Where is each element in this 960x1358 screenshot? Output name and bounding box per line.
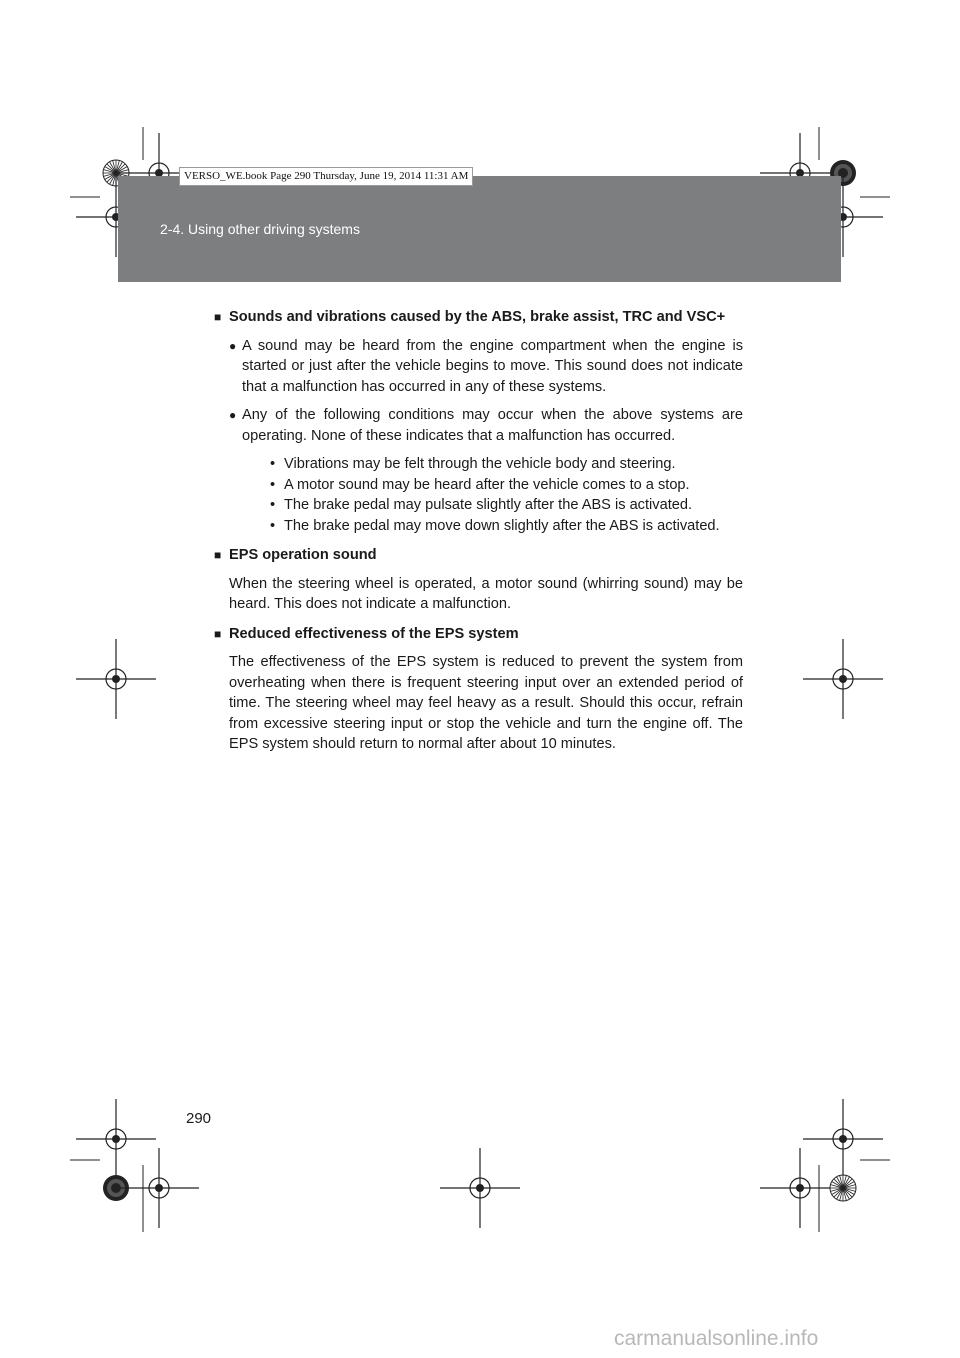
section-heading: ■ Reduced effectiveness of the EPS system xyxy=(214,624,743,645)
square-bullet-icon: ■ xyxy=(214,548,222,562)
crosshair-icon xyxy=(76,639,156,719)
section-eps-effectiveness xyxy=(214,624,743,755)
sub-list-item: • Vibrations may be felt through the vehicle body and steering. xyxy=(270,456,676,472)
list-item: ● A sound may be heard from the engine compartment when the engine is started or just after the vehicle begins to move. This sound does not indicate that a malfunction has occurred in any of these systems. xyxy=(229,336,743,398)
section-heading: ■ Sounds and vibrations caused by the ABS, brake assist, TRC and VSC+ xyxy=(214,307,743,328)
sub-list-item: • The brake pedal may pulsate slightly after the ABS is activated. xyxy=(270,497,693,513)
starburst-icon xyxy=(830,1175,856,1201)
crosshair-icon xyxy=(803,639,883,719)
crosshair-icon xyxy=(760,1148,840,1228)
watermark: carmanualsonline.info xyxy=(614,1327,819,1350)
page-content xyxy=(214,307,743,764)
crosshair-icon xyxy=(440,1148,520,1228)
sub-list-item: • A motor sound may be heard after the vehicle comes to a stop. xyxy=(270,476,690,493)
section-abs-sounds xyxy=(214,307,743,536)
section-heading: ■ EPS operation sound xyxy=(214,545,743,566)
page-number: 290 xyxy=(186,1110,212,1127)
crosshair-icon xyxy=(803,1099,883,1179)
section-eps-sound xyxy=(214,545,743,615)
sub-list xyxy=(270,454,743,536)
paragraph: The effectiveness of the EPS system is reduced to prevent the system from overheating when there is frequent steering input over an extended period of time. The steering wheel may feel heavy as a result. Should this occur, refrain from excessive steering input or stop the vehicle and turn the engine off. The EPS system should return to normal after about 10 minutes. xyxy=(229,654,743,752)
sub-list-item: • The brake pedal may move down slightly after the ABS is activated. xyxy=(270,517,720,534)
circle-bullet-icon: ● xyxy=(229,408,237,422)
print-book-info: VERSO_WE.book Page 290 Thursday, June 19, 2014 11:31 AM xyxy=(179,167,473,186)
list-item: ● Any of the following conditions may occur when the above systems are operating. None of these indicates that a malfunction has occurred. • Vibrations may be felt through the vehicle body and steering. • A motor sound may be heard after the vehicle comes to a stop. • The brake pedal may pulsate slightly after the ABS is activated. • The brake pedal may move down slightly after the ABS is activated. xyxy=(229,405,743,536)
crosshair-icon xyxy=(119,1148,199,1228)
section-title: 2-4. Using other driving systems xyxy=(160,221,360,237)
square-bullet-icon: ■ xyxy=(214,626,222,641)
square-bullet-icon: ■ xyxy=(214,310,222,324)
paragraph: When the steering wheel is operated, a motor sound (whirring sound) may be heard. This does not indicate a malfunction. xyxy=(229,575,743,612)
crosshair-icon xyxy=(76,1099,156,1179)
circle-bullet-icon: ● xyxy=(229,338,237,353)
